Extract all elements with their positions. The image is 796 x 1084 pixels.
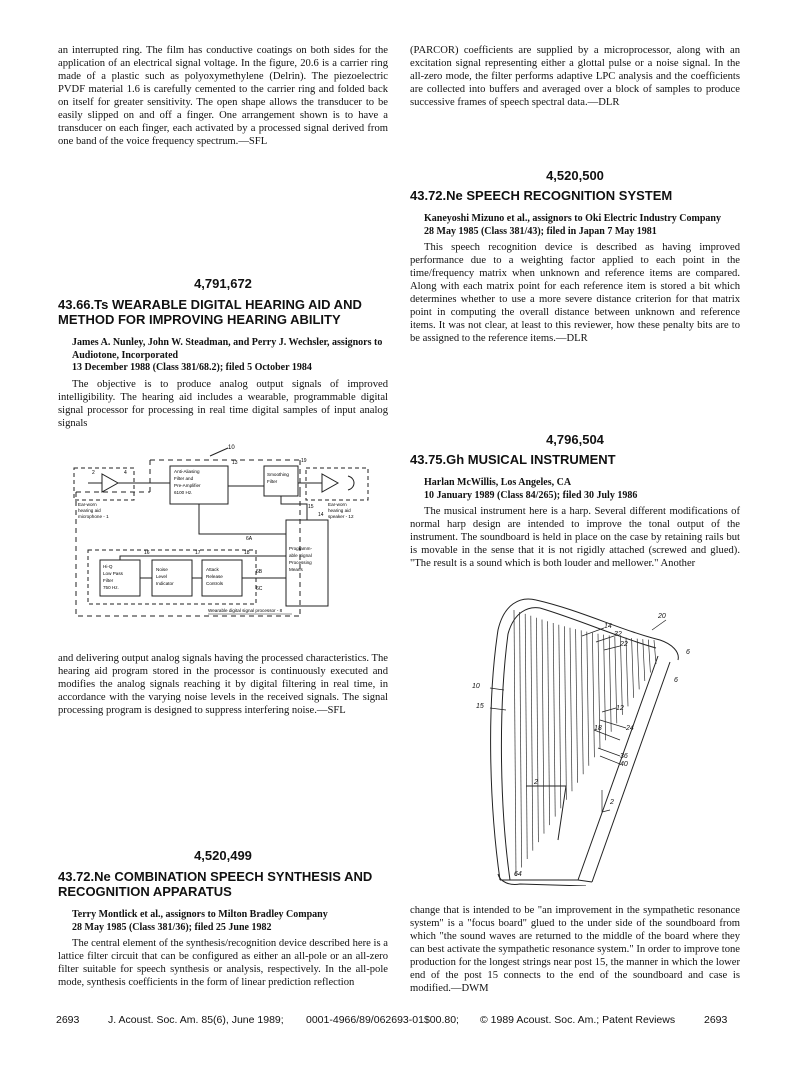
patent-filing: 28 May 1985 (Class 381/36); filed 25 June 1982 — [72, 921, 272, 933]
patent-abstract: The musical instrument here is a harp. Several different modifications of normal harp design are intended to improve the tonal output of the instrument. The soundboard is held in place on the case by retaining rails but is movable in the sense that it is not rigidly attached (screwed and glued). "The result is a sound which is both louder and mellower." Another — [410, 506, 740, 569]
patent-filing: 13 December 1988 (Class 381/68.2); filed 5 October 1984 — [72, 362, 312, 373]
svg-text:19: 19 — [301, 458, 307, 464]
footer-copyright: © 1989 Acoust. Soc. Am.; Patent Reviews — [480, 1014, 676, 1026]
svg-text:2: 2 — [92, 470, 95, 476]
svg-text:12: 12 — [616, 705, 624, 712]
svg-text:13: 13 — [232, 460, 238, 466]
svg-text:15: 15 — [308, 504, 314, 510]
harp-string — [632, 638, 634, 698]
svg-text:40: 40 — [620, 761, 628, 768]
patent-title: 43.75.Gh MUSICAL INSTRUMENT — [410, 452, 616, 467]
svg-text:2: 2 — [534, 779, 538, 786]
speaker-label-2: hearing aid — [328, 508, 351, 513]
svg-text:32: 32 — [614, 631, 622, 638]
harp-string — [587, 632, 589, 766]
harp-strings — [514, 610, 656, 876]
harp-string — [648, 640, 650, 673]
mic-label-2: hearing aid — [78, 508, 101, 513]
svg-text:10: 10 — [472, 683, 480, 690]
harp-string — [581, 630, 583, 774]
patent-abstract: This speech recognition device is described as having improved performance due to a weighting factor applied to each point in the time/frequency matrix when unknown and reference items are compared. Along with each matrix point for each reference item is stored a bit which determines whether to use a more severe distance criterion for that matrix point in computing the overall distance between unknown and reference items. It was not clear, at least to this reviewer, how these penalty bits are to be assigned to the reference items.—DLR — [410, 242, 740, 344]
svg-text:20: 20 — [658, 613, 666, 620]
harp-string — [531, 616, 533, 851]
harp-string — [643, 639, 645, 681]
svg-text:14: 14 — [318, 512, 324, 518]
svg-text:6C: 6C — [256, 586, 263, 592]
patent-4520500 — [410, 168, 740, 345]
smoothing-line-1: Smoothing — [267, 472, 289, 477]
processor-line-3: Processing — [289, 560, 312, 565]
harp-drawing — [470, 590, 700, 886]
smoothing-line-2: Filter — [267, 479, 278, 484]
patent-4791672 — [58, 276, 388, 430]
processor-line-1: Programm- — [289, 546, 312, 551]
speaker-label-3: speaker - 12 — [328, 514, 354, 519]
patent-filing: 28 May 1985 (Class 381/43); filed in Japan 7 May 1981 — [424, 225, 657, 237]
svg-text:14: 14 — [604, 623, 612, 630]
harp-string — [592, 633, 594, 758]
harp-string — [609, 636, 611, 732]
mic-label-3: microphone - 1 — [78, 514, 109, 519]
patent-number: 4,520,499 — [194, 848, 252, 863]
noise-line-3: Indicator — [156, 581, 174, 586]
footer-page-left: 2693 — [56, 1014, 80, 1026]
svg-text:10: 10 — [228, 445, 235, 451]
lowpass-line-4: 750 Hz. — [103, 585, 119, 590]
lowpass-line-2: Low Pass — [103, 571, 123, 576]
svg-text:18: 18 — [244, 550, 250, 556]
continued-abstract-right: (PARCOR) coefficients are supplied by a microprocessor, along with an excitation signal representing either a glottal pulse or a noise signal. In the all-zero mode, the filter performs adaptive LPC analysis and the coefficients are collected into buffers and averaged over a block of samples to produce successive frames of speech spectral data.—DLR — [410, 45, 740, 108]
svg-text:6A: 6A — [246, 536, 253, 542]
hearing-aid-block-diagram — [60, 442, 380, 620]
harp-string — [553, 623, 555, 817]
patent-filing: 10 January 1989 (Class 84/265); filed 30 July 1986 — [424, 489, 638, 501]
continued-abstract-left: an interrupted ring. The film has conductive coatings on both sides for the application of an electrical signal voltage. In the figure, 20.6 is a carrier ring made of a plastic such as polyoxymethylene (Delrin). The piezoelectric PVDF material 1.6 is carefully cemented to the carrier ring and folded back on itself for greater sensitivity. The open shape allows the transducer to be easily slipped on and off a finger. One arrangement shown is to have a transducer on each finger, each activated by a processed signal derived from one band of the voice frequency spectrum.—SFL — [58, 45, 388, 147]
noise-line-1: Noise — [156, 567, 168, 572]
patent-4791672-cont — [58, 652, 388, 717]
antialias-line-4: 6100 Hz. — [174, 490, 193, 495]
patent-4796504-cont — [410, 904, 740, 995]
harp-string — [570, 628, 572, 792]
mic-label-1: Ear-worn — [78, 502, 97, 507]
svg-text:22: 22 — [620, 641, 628, 648]
patent-title: 43.66.Ts WEARABLE DIGITAL HEARING AID AND METHOD FOR IMPROVING HEARING ABILITY — [58, 297, 362, 327]
svg-text:24: 24 — [626, 725, 634, 732]
patent-number: 4,520,500 — [546, 168, 604, 183]
attack-line-1: Attack — [206, 567, 219, 572]
patent-title: 43.72.Ne SPEECH RECOGNITION SYSTEM — [410, 188, 673, 203]
wearable-label: Wearable digital signal processor - 8 — [208, 608, 283, 613]
patent-number: 4,796,504 — [546, 432, 604, 447]
antialias-line-2: Filter and — [174, 476, 194, 481]
svg-text:15: 15 — [476, 703, 484, 710]
lowpass-line-1: Hi-Q — [103, 564, 113, 569]
harp-string — [520, 612, 522, 868]
patent-inventors: Harlan McWillis, Los Angeles, CA — [424, 477, 572, 488]
processor-line-4: Means — [289, 567, 303, 572]
harp-string — [654, 640, 656, 664]
svg-text:64: 64 — [514, 871, 522, 878]
svg-text:2: 2 — [610, 799, 614, 806]
patent-abstract-continued: change that is intended to be "an improvement in the sympathetic resonance system" is a "focus board" glued to the under side of the soundboard from which "the sound waves are returned to the middle of the board where they can best activate the sympathetic resonance system." In order to improve tone production for the longest strings near post 15, the manner in which the lower end of the post 15 connects to the end of the soundboard and case is modified.—DWM — [410, 905, 740, 994]
harp-string — [525, 614, 527, 859]
svg-text:16: 16 — [144, 550, 150, 556]
patent-inventors: James A. Nunley, John W. Steadman, and Perry J. Wechsler, assignors to Audiotone, Incorporated — [72, 337, 383, 361]
patent-abstract: The objective is to produce analog output signals of improved intelligibility. The hearing aid includes a wearable, programmable digital signal processor for processing in real time digital samples of input analog signals — [58, 378, 388, 429]
patent-title: 43.72.Ne COMBINATION SPEECH SYNTHESIS AND RECOGNITION APPARATUS — [58, 869, 373, 899]
svg-text:6: 6 — [674, 677, 678, 684]
attack-line-3: Controls — [206, 581, 224, 586]
left-column — [58, 44, 388, 148]
antialias-line-1: Anti-Aliasing — [174, 469, 200, 474]
patent-4796504 — [410, 432, 740, 570]
harp-string — [536, 618, 538, 842]
harp-string — [620, 637, 622, 715]
harp-string — [548, 621, 550, 825]
harp-string — [604, 635, 606, 741]
patent-inventors: Terry Montlick et al., assignors to Milton Bradley Company — [72, 909, 328, 920]
speaker-label-1: Ear-worn — [328, 502, 347, 507]
harp-string — [564, 626, 566, 800]
svg-text:4: 4 — [124, 470, 127, 476]
harp-string — [576, 629, 578, 783]
lowpass-line-3: Filter — [103, 578, 114, 583]
harp-string — [542, 620, 544, 834]
patent-number: 4,791,672 — [194, 276, 252, 291]
antialias-line-3: Pre-Amplifier — [174, 483, 201, 488]
patent-abstract: The central element of the synthesis/recognition device described here is a lattice filter circuit that can be configured as either an all-pole or an all-zero filter suitable for speech synthesis or analysis, respectively. In the all-pole mode, synthesis coefficients in the form of linear prediction reflection — [58, 938, 388, 988]
patent-4520499 — [58, 848, 388, 989]
footer-code: 0001-4966/89/062693-01$00.80; — [306, 1014, 459, 1026]
patent-abstract-continued: and delivering output analog signals having the processed characteristics. The hearing aid program stored in the processor is continuously executed and modifies the analog signals reaching it by digital filtering in real time, in accordance with the varying noise levels in the received signals. The signal processing program is designed to suppress interfering noise.—SFL — [58, 653, 388, 716]
svg-text:36: 36 — [620, 753, 628, 760]
harp-string — [559, 625, 561, 809]
svg-text:6B: 6B — [256, 569, 263, 575]
harp-string — [514, 610, 516, 876]
footer-journal: J. Acoust. Soc. Am. 85(6), June 1989; — [108, 1014, 284, 1026]
noise-line-2: Level — [156, 574, 167, 579]
patent-inventors: Kaneyoshi Mizuno et al., assignors to Oki Electric Industry Company — [424, 213, 721, 224]
right-column — [410, 44, 740, 109]
footer-page-right: 2693 — [704, 1014, 728, 1026]
attack-line-2: Release — [206, 574, 223, 579]
harp-string — [637, 639, 639, 690]
processor-line-2: able Signal — [289, 553, 312, 558]
svg-text:17: 17 — [195, 550, 201, 556]
svg-text:18: 18 — [594, 725, 602, 732]
svg-text:6: 6 — [686, 649, 690, 656]
